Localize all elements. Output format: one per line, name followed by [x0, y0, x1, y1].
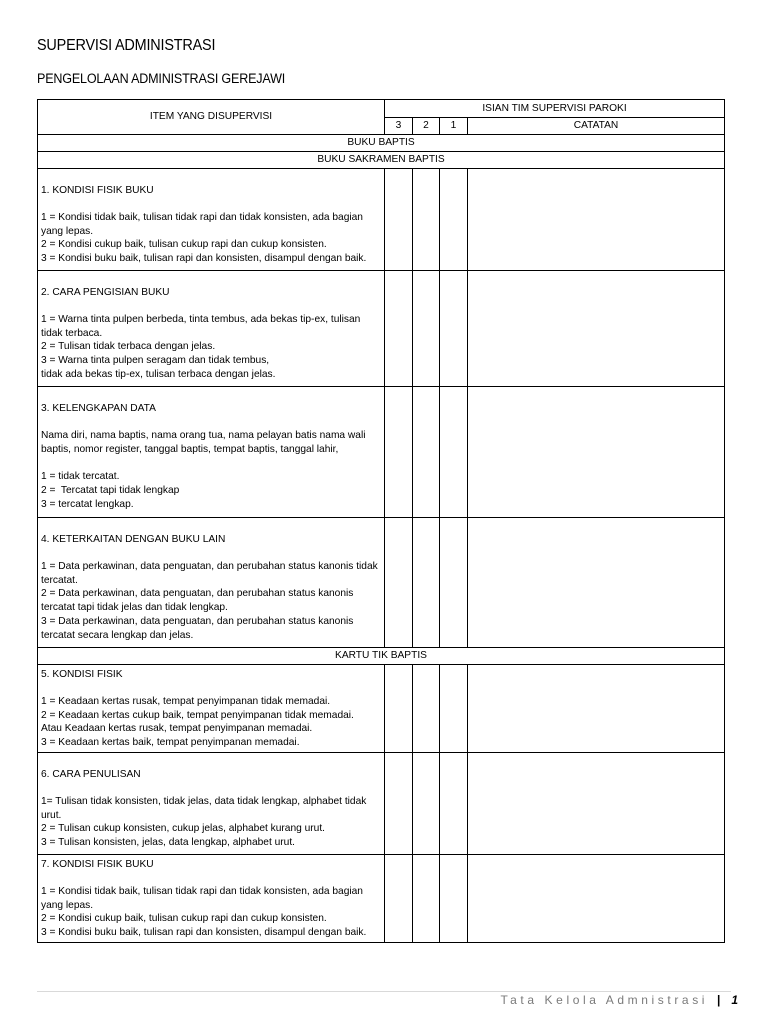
notes-cell[interactable] — [468, 169, 725, 271]
score-1-cell[interactable] — [440, 518, 468, 648]
criteria-line: 2 = Kondisi cukup baik, tulisan cukup rapi dan cukup konsisten. — [41, 913, 327, 925]
criteria-line: 3 = Tulisan konsisten, jelas, data lengkap, alphabet urut. — [41, 837, 296, 849]
page-title: SUPERVISI ADMINISTRASI — [37, 37, 216, 54]
criteria-line: 2 = Data perkawinan, data penguatan, dan perubahan status kanonis tercatat tapi tidak jelas dan tidak lengkap. — [41, 588, 357, 614]
criteria-line: tidak ada bekas tip-ex, tulisan terbaca dengan jelas. — [41, 368, 276, 380]
item-cell — [38, 753, 385, 855]
item-title: 7. KONDISI FISIK BUKU — [41, 859, 154, 870]
criteria-line: 3 = Warna tinta pulpen seragam dan tidak tembus, — [41, 355, 270, 367]
score-3-cell[interactable] — [385, 665, 413, 753]
criteria-line: 3 = Kondisi buku baik, tulisan rapi dan konsisten, disampul dengan baik. — [41, 253, 367, 265]
item-cell — [38, 855, 385, 943]
item-cell — [38, 665, 385, 753]
criteria-line: 1 = Kondisi tidak baik, tulisan tidak rapi dan tidak konsisten, ada bagian yang lepas. — [41, 211, 366, 237]
criteria-line: 2 = Tulisan cukup konsisten, cukup jelas, alphabet kurang urut. — [41, 823, 326, 835]
table-row — [38, 855, 725, 943]
criteria-line: 1 = Kondisi tidak baik, tulisan tidak rapi dan tidak konsisten, ada bagian yang lepas. — [41, 885, 366, 911]
footer-separator: | — [717, 993, 721, 1007]
criteria-line: 1 = tidak tercatat. — [41, 471, 120, 483]
page-footer — [501, 993, 738, 1007]
notes-cell[interactable] — [468, 855, 725, 943]
item-title: 3. KELENGKAPAN DATA — [41, 403, 156, 414]
score-1-cell[interactable] — [440, 753, 468, 855]
header-score-1: 1 — [440, 118, 468, 135]
item-cell — [38, 169, 385, 271]
item-title: 5. KONDISI FISIK — [41, 669, 123, 680]
criteria-line: 3 = tercatat lengkap. — [41, 498, 134, 510]
header-notes: CATATAN — [468, 118, 725, 135]
table-row — [38, 271, 725, 387]
score-2-cell[interactable] — [413, 665, 440, 753]
score-3-cell[interactable] — [385, 518, 413, 648]
notes-cell[interactable] — [468, 665, 725, 753]
table-row — [38, 753, 725, 855]
score-3-cell[interactable] — [385, 169, 413, 271]
item-title: 2. CARA PENGISIAN BUKU — [41, 287, 170, 298]
criteria-line: 1 = Warna tinta pulpen berbeda, tinta tembus, ada bekas tip-ex, tulisan tidak terbaca. — [41, 313, 364, 339]
score-1-cell[interactable] — [440, 665, 468, 753]
criteria-line: 2 = Tulisan tidak terbaca dengan jelas. — [41, 341, 216, 353]
table-row — [38, 169, 725, 271]
notes-cell[interactable] — [468, 753, 725, 855]
table-row — [38, 387, 725, 518]
score-2-cell[interactable] — [413, 518, 440, 648]
item-cell — [38, 387, 385, 518]
item-title: 4. KETERKAITAN DENGAN BUKU LAIN — [41, 534, 226, 545]
score-2-cell[interactable] — [413, 387, 440, 518]
page-subtitle: PENGELOLAAN ADMINISTRASI GEREJAWI — [37, 71, 286, 86]
table-row — [38, 518, 725, 648]
header-group-cell: ISIAN TIM SUPERVISI PAROKI — [385, 100, 725, 118]
notes-cell[interactable] — [468, 518, 725, 648]
supervision-table — [37, 99, 725, 943]
criteria-line: 1 = Data perkawinan, data penguatan, dan perubahan status kanonis tidak tercatat. — [41, 560, 381, 586]
footer-divider — [37, 991, 731, 992]
criteria-line: 2 = Tercatat tapi tidak lengkap — [41, 484, 180, 496]
score-1-cell[interactable] — [440, 271, 468, 387]
score-2-cell[interactable] — [413, 855, 440, 943]
criteria-line: 3 = Kondisi buku baik, tulisan rapi dan konsisten, disampul dengan baik. — [41, 927, 367, 939]
page-number: 1 — [731, 993, 738, 1007]
criteria-line: Atau Keadaan kertas rusak, tempat penyimpanan memadai. — [41, 723, 313, 735]
score-2-cell[interactable] — [413, 169, 440, 271]
footer-text: Tata Kelola Admnistrasi — [500, 993, 709, 1007]
criteria-intro: Nama diri, nama baptis, nama orang tua, nama pelayan batis nama wali baptis, nomor register, tanggal baptis, tempat baptis, tanggal lahir, — [41, 429, 369, 455]
score-3-cell[interactable] — [385, 753, 413, 855]
item-title: 6. CARA PENULISAN — [41, 769, 141, 780]
notes-cell[interactable] — [468, 387, 725, 518]
score-3-cell[interactable] — [385, 387, 413, 518]
criteria-line: 3 = Keadaan kertas baik, tempat penyimpanan memadai. — [41, 737, 300, 749]
score-2-cell[interactable] — [413, 271, 440, 387]
section-buku-baptis: BUKU BAPTIS — [38, 135, 725, 152]
score-1-cell[interactable] — [440, 387, 468, 518]
section-kartu-tik-baptis: KARTU TIK BAPTIS — [38, 648, 725, 665]
criteria-line: 1= Tulisan tidak konsisten, tidak jelas, data tidak lengkap, alphabet tidak urut. — [41, 795, 370, 821]
score-1-cell[interactable] — [440, 169, 468, 271]
score-2-cell[interactable] — [413, 753, 440, 855]
criteria-line: 1 = Keadaan kertas rusak, tempat penyimpanan tidak memadai. — [41, 695, 331, 707]
section-buku-sakramen-baptis: BUKU SAKRAMEN BAPTIS — [38, 152, 725, 169]
item-title: 1. KONDISI FISIK BUKU — [41, 185, 154, 196]
header-score-3: 3 — [385, 118, 413, 135]
table-row — [38, 665, 725, 753]
score-1-cell[interactable] — [440, 855, 468, 943]
score-3-cell[interactable] — [385, 855, 413, 943]
header-item-cell: ITEM YANG DISUPERVISI — [38, 100, 385, 135]
criteria-line: 2 = Kondisi cukup baik, tulisan cukup rapi dan cukup konsisten. — [41, 239, 327, 251]
item-cell — [38, 271, 385, 387]
criteria-line: 3 = Data perkawinan, data penguatan, dan perubahan status kanonis tercatat secara lengkap dan jelas. — [41, 615, 357, 641]
score-3-cell[interactable] — [385, 271, 413, 387]
criteria-line: 2 = Keadaan kertas cukup baik, tempat penyimpanan tidak memadai. — [41, 709, 354, 721]
notes-cell[interactable] — [468, 271, 725, 387]
header-score-2: 2 — [413, 118, 440, 135]
item-cell — [38, 518, 385, 648]
